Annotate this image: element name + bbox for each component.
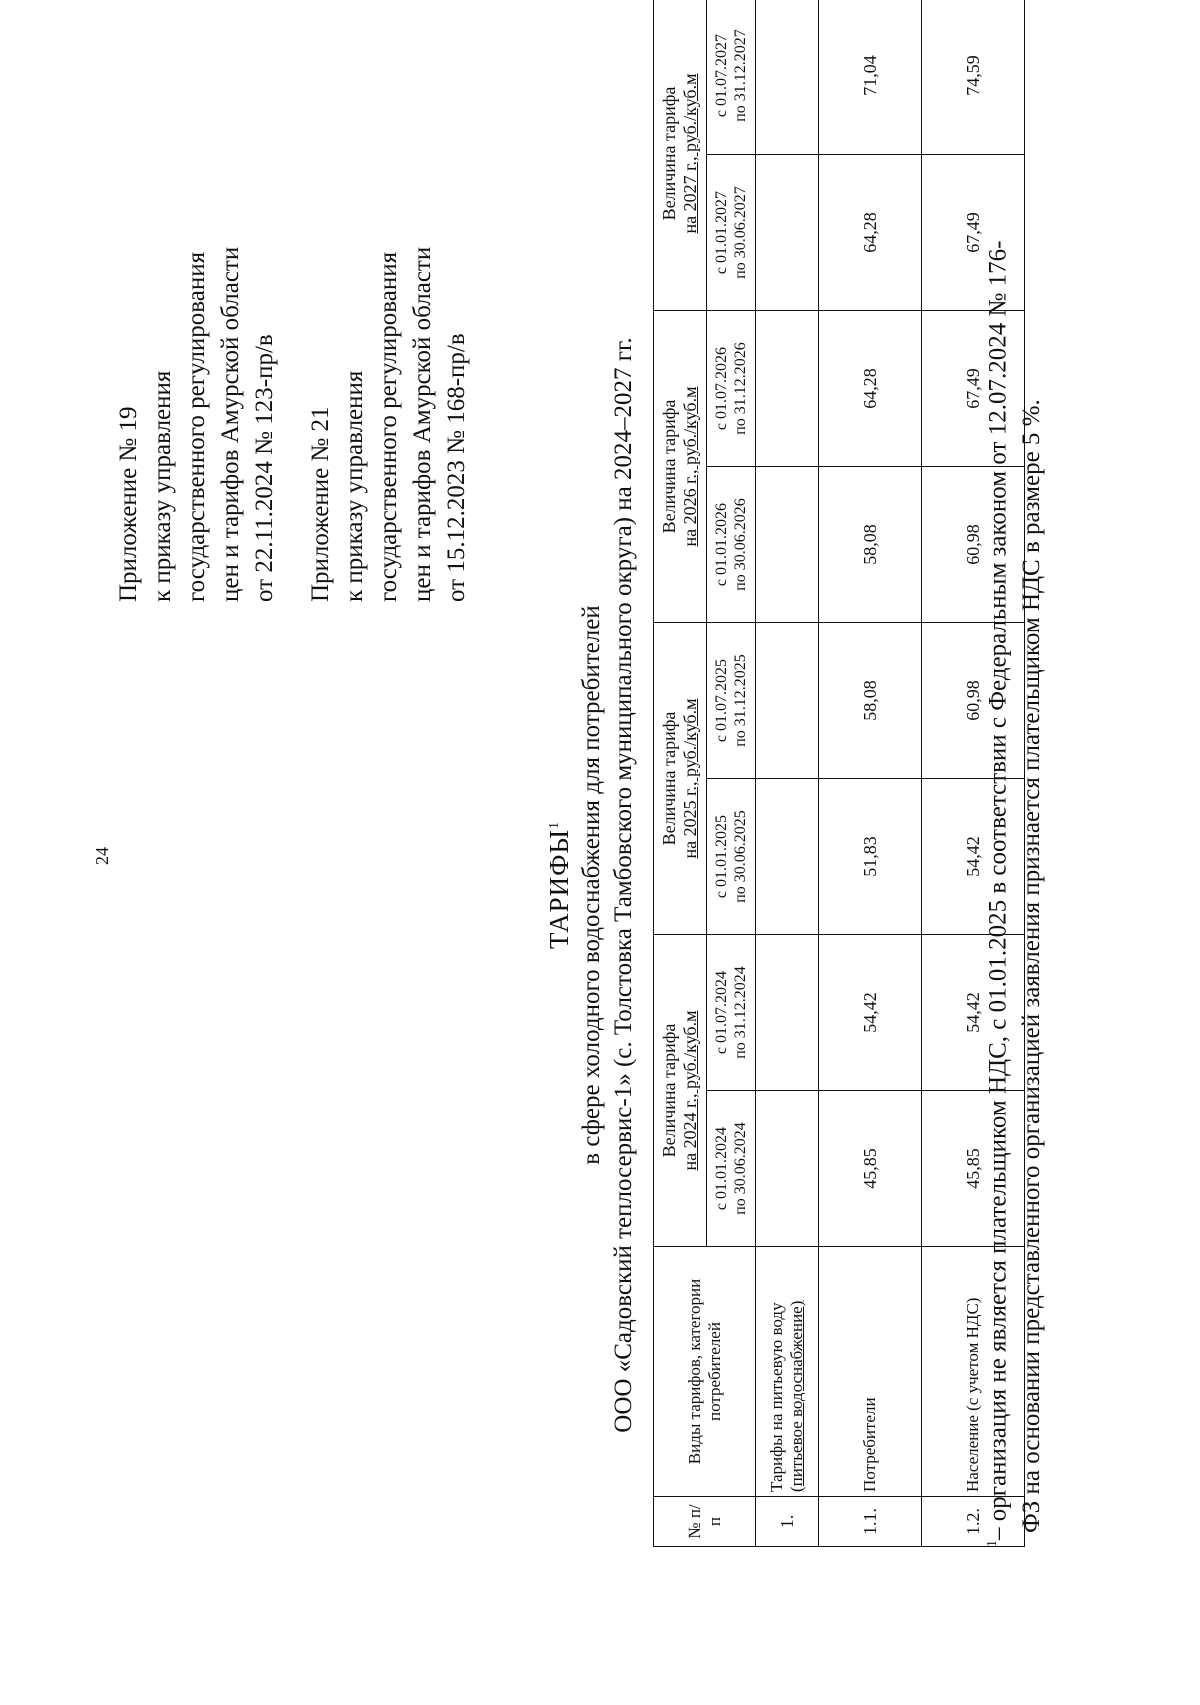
annex-line: от 22.11.2024 № 123-пр/в: [251, 334, 278, 602]
row-number: 1.2.: [922, 1497, 1025, 1547]
period-to: по 30.06.2027: [732, 186, 749, 279]
row-category: Потребители: [819, 1247, 922, 1497]
header-year-label: на 2027 г., руб./куб.м: [680, 73, 700, 234]
header-period: [707, 311, 756, 467]
period-to: по 30.06.2026: [732, 498, 749, 591]
title-footnote-mark: 1: [547, 820, 562, 829]
table-cell: [756, 623, 819, 779]
header-year-prefix: Величина тарифа: [659, 711, 679, 846]
annex-line: к приказу управления: [341, 370, 368, 602]
row-number: 1.: [756, 1497, 819, 1547]
tariff-value: 54,42: [819, 935, 922, 1091]
period-to: по 31.12.2026: [732, 342, 749, 435]
tariff-value: 45,85: [819, 1091, 922, 1247]
period-to: по 31.12.2024: [732, 966, 749, 1059]
tariff-value: 67,49: [922, 155, 1025, 311]
table-row: [819, 0, 922, 1547]
header-year-2025: [654, 623, 707, 935]
annex-line: к приказу управления: [149, 370, 176, 602]
tariff-value: 54,42: [922, 935, 1025, 1091]
tariff-value: 45,85: [922, 1091, 1025, 1247]
table-row-group: [756, 0, 819, 1547]
period-from: с 01.07.2024: [713, 970, 730, 1055]
header-period: [707, 0, 756, 155]
annex-line: от 15.12.2023 № 168-пр/в: [443, 333, 470, 602]
tariff-value: 74,59: [922, 0, 1025, 155]
header-category: Виды тарифов, категории потребителей: [654, 1247, 756, 1497]
header-number: № п/п: [654, 1497, 756, 1547]
table-cell: [756, 311, 819, 467]
annex-line: цен и тарифов Амурской области: [217, 246, 244, 602]
annex-block-21: [304, 247, 474, 602]
header-period: [707, 779, 756, 935]
category-line: (питьевое водоснабжение): [787, 1300, 806, 1492]
footnote-mark: 1: [985, 1540, 1000, 1547]
row-category: [756, 1247, 819, 1497]
annex-line: Приложение № 21: [307, 406, 334, 602]
footnote-text: – организация не является плательщиком НДС, с 01.01.2025 в соответствии с Федеральным законом от 12.07.2024 № 176-: [984, 240, 1012, 1540]
header-year-label: на 2025 г., руб./куб.м: [680, 698, 700, 859]
document-title: [538, 65, 576, 1705]
table-cell: [756, 935, 819, 1091]
annex-line: государственного регулирования: [375, 251, 402, 602]
table-cell: [756, 1091, 819, 1247]
table-cell: [756, 0, 819, 155]
header-year-2026: [654, 311, 707, 623]
period-to: по 30.06.2024: [732, 1122, 749, 1215]
tariff-value: 67,49: [922, 311, 1025, 467]
period-from: с 01.01.2026: [713, 502, 730, 587]
period-from: с 01.07.2025: [713, 658, 730, 743]
table-cell: [756, 467, 819, 623]
tariff-value: 60,98: [922, 467, 1025, 623]
table-cell: [756, 779, 819, 935]
header-year-2024: [654, 935, 707, 1247]
tariff-value: 58,08: [819, 623, 922, 779]
header-period: [707, 155, 756, 311]
period-to: по 30.06.2025: [732, 810, 749, 903]
annex-block-19: [112, 247, 282, 602]
annex-line: цен и тарифов Амурской области: [409, 246, 436, 602]
header-year-prefix: Величина тарифа: [659, 399, 679, 534]
category-line: Тарифы на питьевую воду: [767, 1302, 786, 1492]
header-year-2027: [654, 0, 707, 311]
tariff-value: 64,28: [819, 155, 922, 311]
title-text: ТАРИФЫ: [544, 828, 574, 950]
tariff-value: 58,08: [819, 467, 922, 623]
header-year-prefix: Величина тарифа: [659, 1023, 679, 1158]
period-from: с 01.01.2025: [713, 814, 730, 899]
title-block: [538, 65, 640, 1705]
period-from: с 01.01.2024: [713, 1126, 730, 1211]
tariff-table: [653, 0, 1025, 1547]
row-category: Население (с учетом НДС): [922, 1247, 1025, 1497]
tariff-value: 64,28: [819, 311, 922, 467]
header-year-prefix: Величина тарифа: [659, 86, 679, 221]
footnote-line: [976, 27, 1015, 1547]
row-number: 1.1.: [819, 1497, 922, 1547]
footnote: [976, 27, 1049, 1547]
header-period: [707, 623, 756, 779]
period-from: с 01.01.2027: [713, 190, 730, 275]
table-cell: [756, 155, 819, 311]
period-to: по 31.12.2025: [732, 654, 749, 747]
header-year-label: на 2026 г., руб./куб.м: [680, 386, 700, 547]
document-subtitle-line: в сфере холодного водоснабжения для потребителей: [578, 605, 605, 1165]
page-number: 24: [92, 847, 112, 865]
period-to: по 31.12.2027: [732, 29, 749, 122]
tariff-value: 51,83: [819, 779, 922, 935]
footnote-line: ФЗ на основании представленного организацией заявления признается плательщиком НДС в размере 5 %.: [1018, 399, 1046, 1533]
header-period: [707, 467, 756, 623]
period-from: с 01.07.2026: [713, 346, 730, 431]
header-year-label: на 2024 г., руб./куб.м: [680, 1010, 700, 1171]
annex-line: Приложение № 19: [115, 406, 142, 602]
header-period: [707, 935, 756, 1091]
tariff-value: 54,42: [922, 779, 1025, 935]
tariff-value: 60,98: [922, 623, 1025, 779]
tariff-value: 71,04: [819, 0, 922, 155]
document-subtitle-line: ООО «Садовский теплосервис-1» (с. Толстовка Тамбовского муниципального округа) на 2024–2027 гг.: [610, 337, 637, 1433]
header-period: [707, 1091, 756, 1247]
annex-line: государственного регулирования: [183, 251, 210, 602]
period-from: с 01.07.2027: [713, 33, 730, 118]
